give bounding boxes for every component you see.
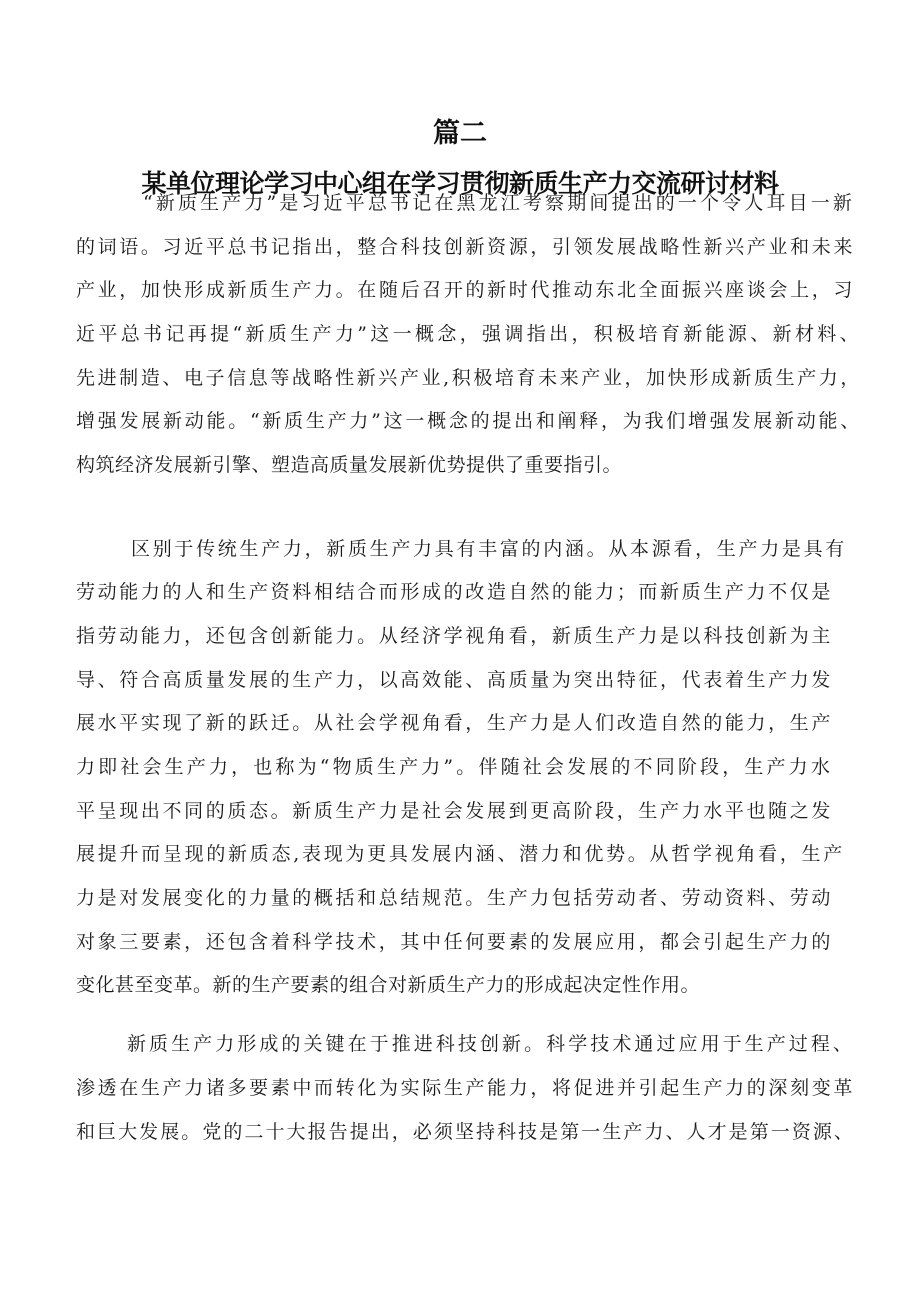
paragraph-line: 展水平实现了新的跃迁。从社会学视角看，生产力是人们改造自然的能力，生产 xyxy=(76,712,833,734)
paragraph-line: 力是对发展变化的力量的概括和总结规范。生产力包括劳动者、劳动资料、劳动 xyxy=(76,887,833,909)
paragraph-line: 和巨大发展。党的二十大报告提出，必须坚持科技是第一生产力、人才是第一资源、 xyxy=(76,1121,855,1143)
part-label: 篇二 xyxy=(433,118,487,149)
paragraph-line: 指劳动能力，还包含创新能力。从经济学视角看，新质生产力是以科技创新为主 xyxy=(76,625,833,647)
paragraph-line: “新质生产力”是习近平总书记在黑龙江考察期间提出的一个令人耳目一新 xyxy=(143,192,855,214)
paragraph-line: 新质生产力形成的关键在于推进科技创新。科学技术通过应用于生产过程、 xyxy=(127,1033,855,1055)
paragraph-line: 展提升而呈现的新质态,表现为更具发展内涵、潜力和优势。从哲学视角看，生产 xyxy=(76,843,845,865)
paragraph-line: 力即社会生产力，也称为“物质生产力”。伴随社会发展的不同阶段，生产力水 xyxy=(76,756,833,778)
paragraph-line: 先进制造、电子信息等战略性新兴产业,积极培育未来产业，加快形成新质生产力， xyxy=(76,367,862,389)
paragraph-line: 近平总书记再提“新质生产力”这一概念，强调指出，积极培育新能源、新材料、 xyxy=(76,323,862,345)
paragraph-line: 区别于传统生产力，新质生产力具有丰富的内涵。从本源看，生产力是具有 xyxy=(131,538,847,560)
document-title: 某单位理论学习中心组在学习贯彻新质生产力交流研讨材料 xyxy=(141,169,779,198)
paragraph-line: 劳动能力的人和生产资料相结合而形成的改造自然的能力；而新质生产力不仅是 xyxy=(76,581,833,603)
paragraph-line: 增强发展新动能。“新质生产力”这一概念的提出和阐释，为我们增强发展新动能、 xyxy=(76,410,862,432)
paragraph-line: 导、符合高质量发展的生产力，以高效能、高质量为突出特征，代表着生产力发 xyxy=(76,669,833,691)
paragraph-line: 构筑经济发展新引擎、塑造高质量发展新优势提供了重要指引。 xyxy=(76,454,623,476)
paragraph-line: 产业，加快形成新质生产力。在随后召开的新时代推动东北全面振兴座谈会上，习 xyxy=(76,279,855,301)
paragraph-line: 的词语。习近平总书记指出，整合科技创新资源，引领发展战略性新兴产业和未来 xyxy=(76,236,855,258)
paragraph-line: 对象三要素，还包含着科学技术，其中任何要素的发展应用，都会引起生产力的 xyxy=(76,931,833,953)
paragraph-line: 变化甚至变革。新的生产要素的组合对新质生产力的形成起决定性作用。 xyxy=(76,974,701,996)
paragraph-line: 平呈现出不同的质态。新质生产力是社会发展到更高阶段，生产力水平也随之发 xyxy=(76,800,833,822)
paragraph-line: 渗透在生产力诸多要素中而转化为实际生产能力，将促进并引起生产力的深刻变革 xyxy=(76,1077,855,1099)
